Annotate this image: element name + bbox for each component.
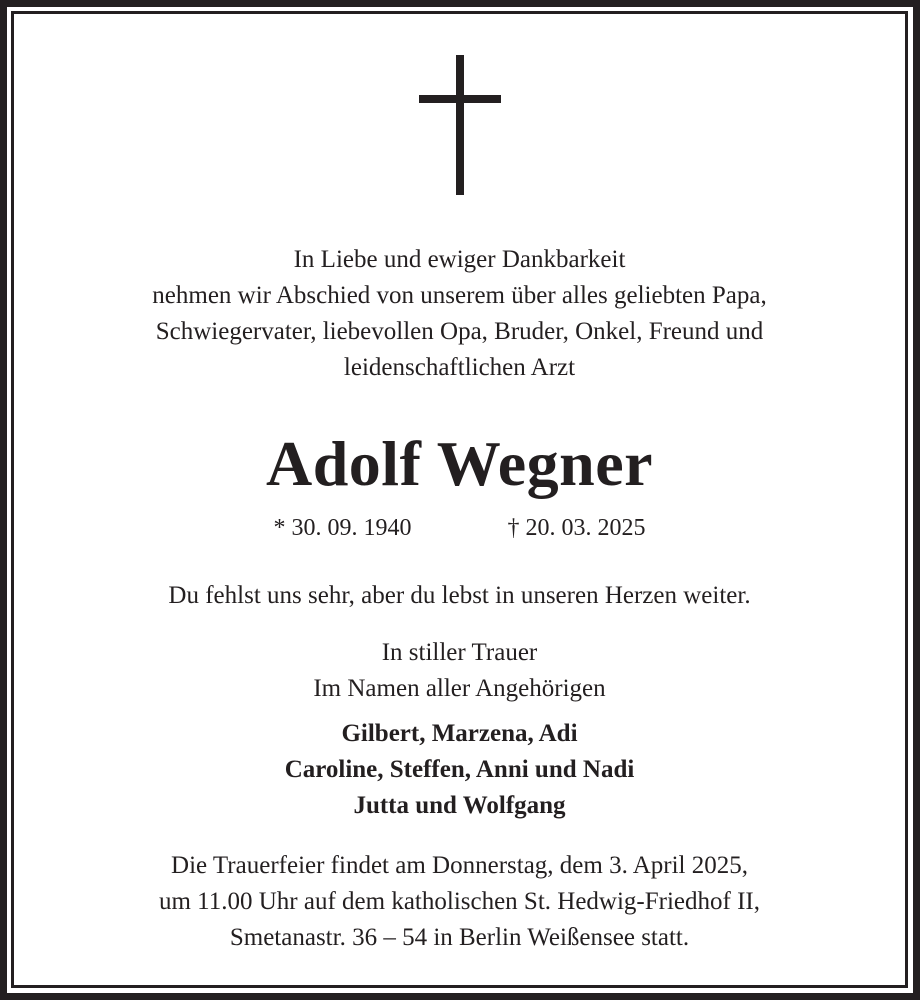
intro-line: nehmen wir Abschied von unserem über alles geliebten Papa, <box>152 282 767 309</box>
intro-line: Schwiegervater, liebevollen Opa, Bruder, Onkel, Freund und <box>155 318 764 345</box>
family-line: Jutta und Wolfgang <box>353 792 566 819</box>
funeral-details <box>14 848 905 956</box>
intro-line: In Liebe und ewiger Dankbarkeit <box>293 246 626 273</box>
deceased-name: Adolf Wegner <box>265 428 654 499</box>
funeral-line: um 11.00 Uhr auf dem katholischen St. Hedwig-Friedhof II, <box>158 888 761 915</box>
family-line: Caroline, Steffen, Anni und Nadi <box>284 756 635 783</box>
birth-date: * 30. 09. 1940 <box>273 515 412 541</box>
intro-line: leidenschaftlichen Arzt <box>343 354 576 381</box>
family-names <box>14 716 905 824</box>
cross-horizontal-bar <box>419 95 501 103</box>
funeral-line: Smetanastr. 36 – 54 in Berlin Weißensee statt. <box>229 924 690 951</box>
cross-icon <box>419 55 501 195</box>
mourning-line: Im Namen aller Angehörigen <box>313 675 606 702</box>
life-dates <box>14 511 905 545</box>
death-date: † 20. 03. 2025 <box>507 515 646 541</box>
obituary-notice <box>14 14 905 985</box>
funeral-line: Die Trauerfeier findet am Donnerstag, dem 3. April 2025, <box>171 852 748 879</box>
mourning-line: In stiller Trauer <box>381 639 538 666</box>
intro-text <box>14 242 905 386</box>
cross-vertical-bar <box>456 55 464 195</box>
mourning-text <box>14 635 905 707</box>
family-line: Gilbert, Marzena, Adi <box>341 720 578 747</box>
memorial-quote: Du fehlst uns sehr, aber du lebst in unseren Herzen weiter. <box>168 582 751 609</box>
